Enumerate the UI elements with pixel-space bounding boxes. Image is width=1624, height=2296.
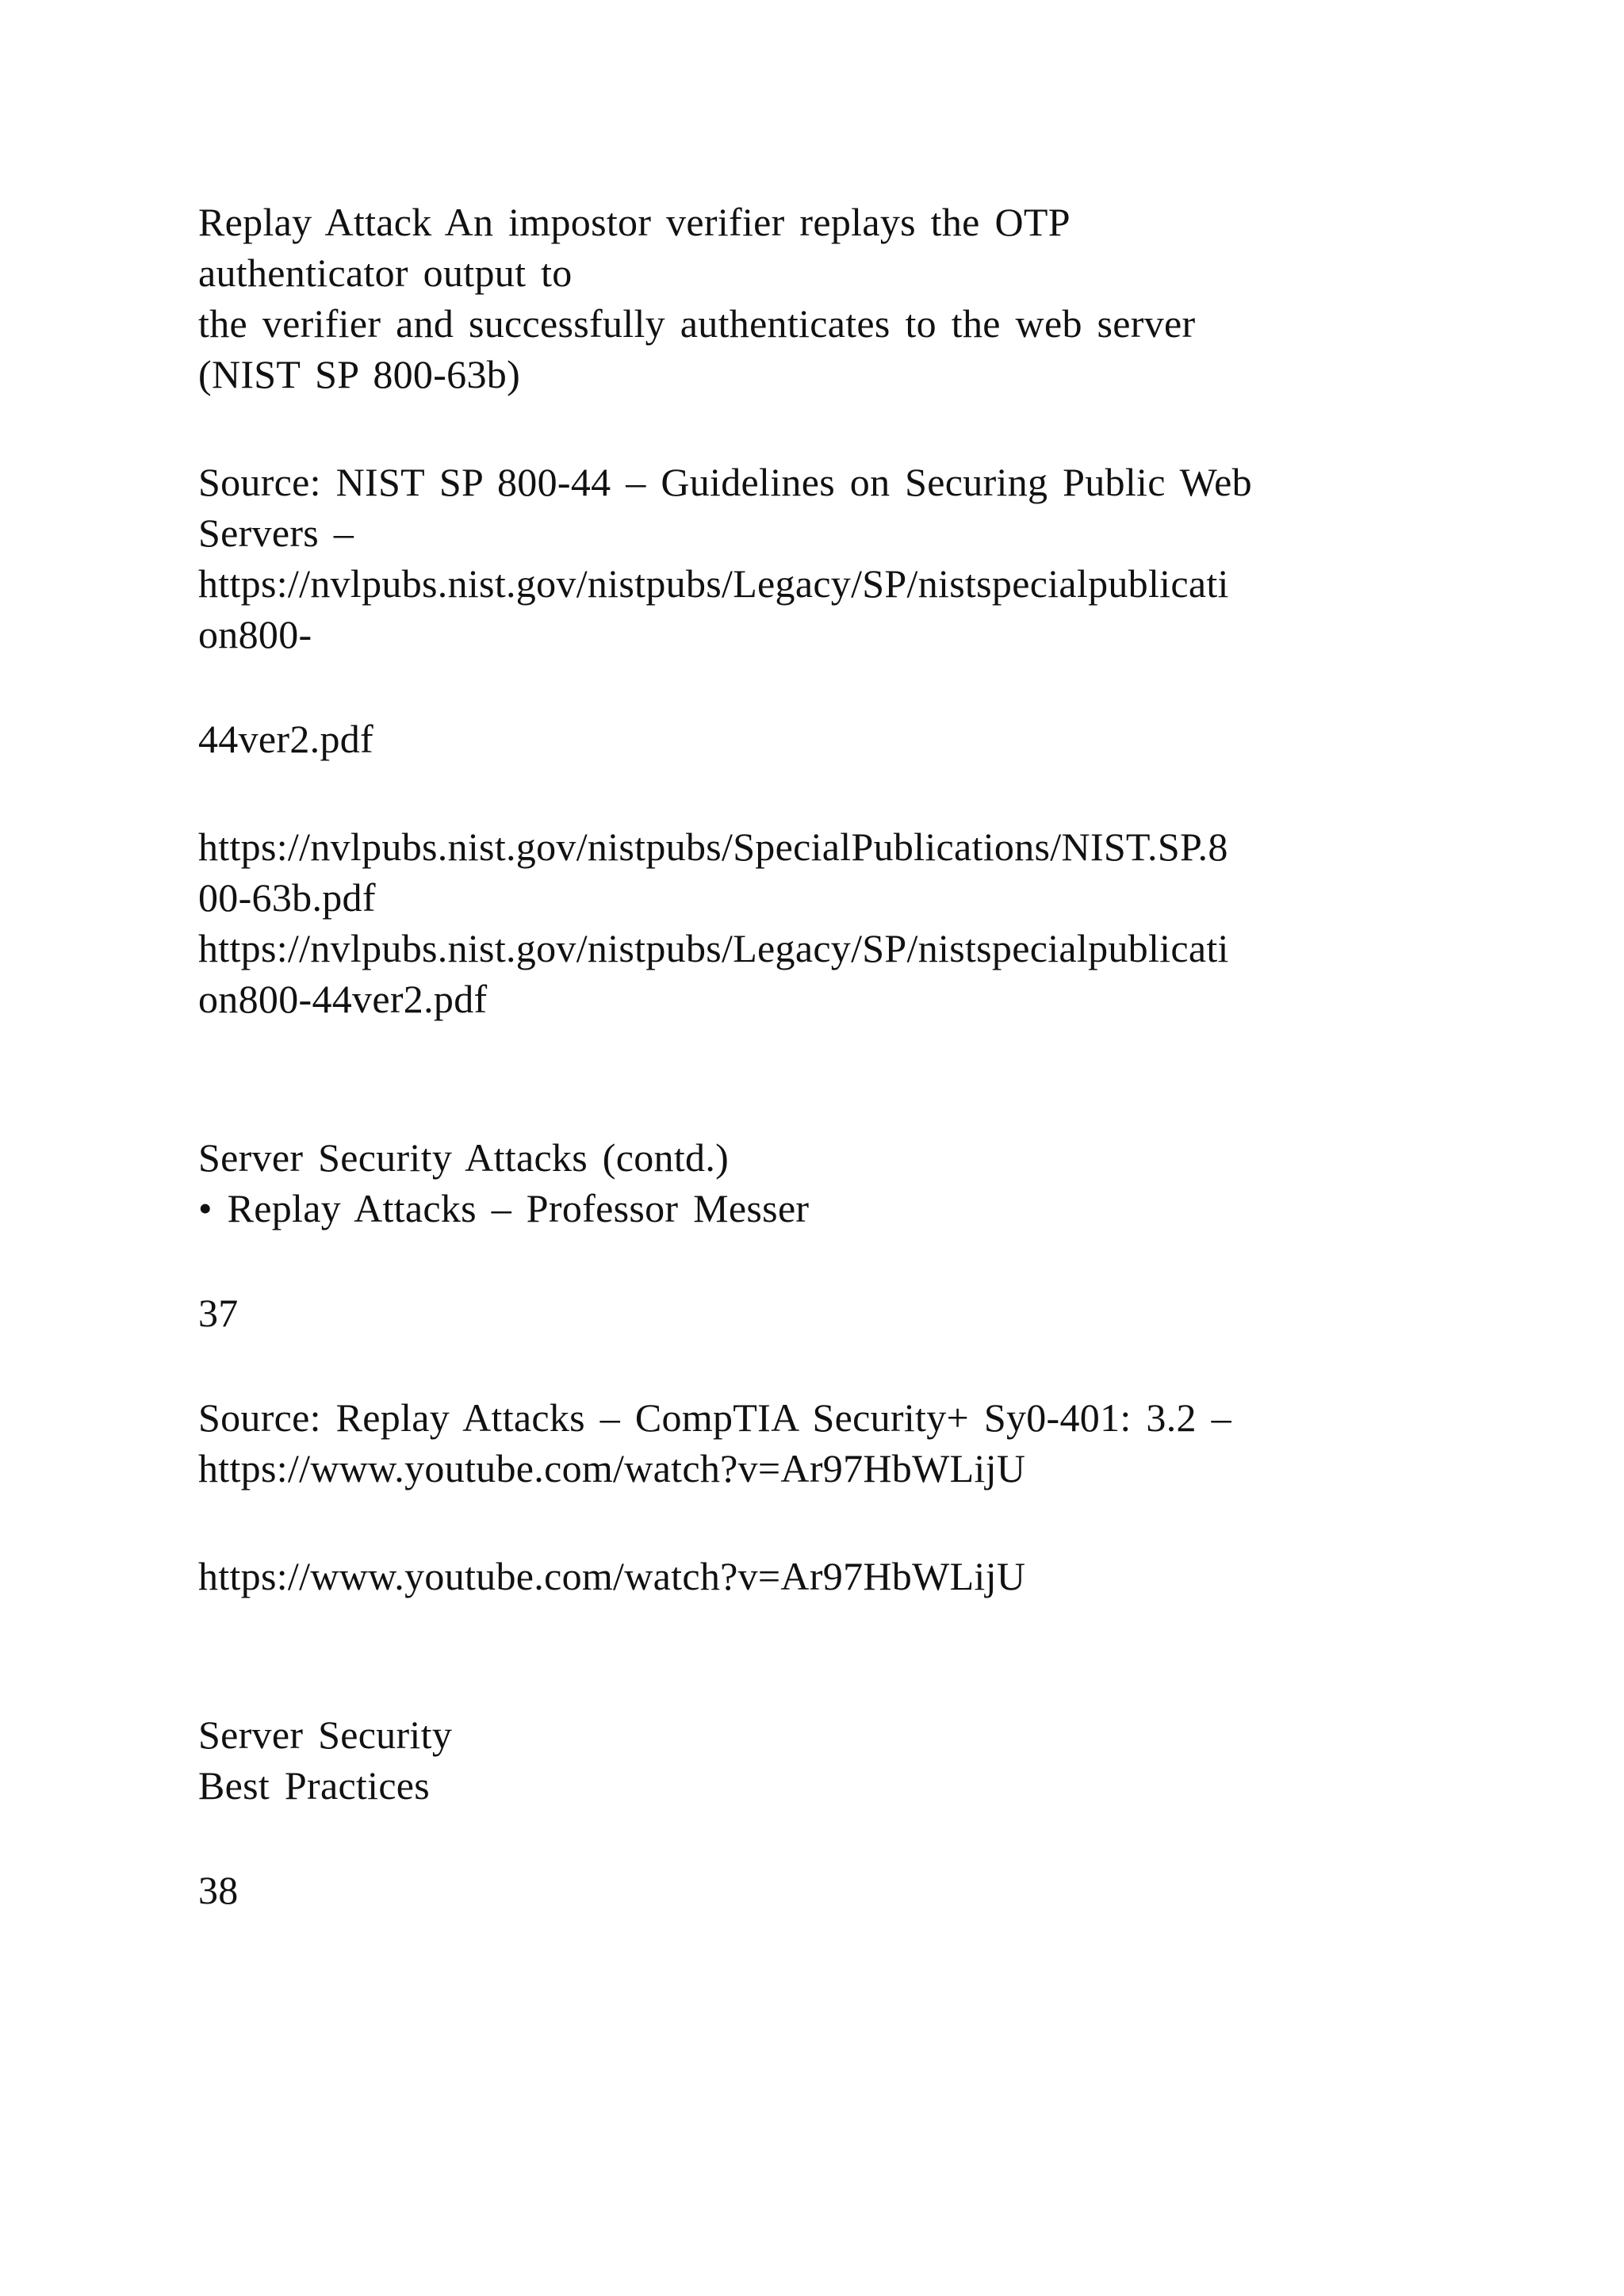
replay-attack-line-3: the verifier and successfully authenticates to the web server — [198, 301, 1196, 346]
replay-attack-line-2: authenticator output to — [198, 251, 573, 295]
slide-37-heading-line-2: • Replay Attacks – Professor Messer — [198, 1186, 810, 1230]
slide-37-number: 37 — [198, 1291, 239, 1335]
url-line-2: 00-63b.pdf — [198, 875, 376, 920]
youtube-url: https://www.youtube.com/watch?v=Ar97HbWLijU — [198, 1554, 1026, 1598]
source-1-line-2: Servers – — [198, 511, 354, 555]
source-1-line-4: on800- — [198, 612, 312, 656]
slide-38-heading-line-1: Server Security — [198, 1712, 453, 1757]
slide-38-heading-line-2: Best Practices — [198, 1763, 431, 1808]
url-line-1: https://nvlpubs.nist.gov/nistpubs/SpecialPublications/NIST.SP.8 — [198, 825, 1228, 869]
source-2-line-1: Source: Replay Attacks – CompTIA Security+ Sy0-401: 3.2 – — [198, 1395, 1231, 1440]
slide-37-heading-line-1: Server Security Attacks (contd.) — [198, 1135, 730, 1180]
replay-attack-line-4: (NIST SP 800-63b) — [198, 352, 521, 396]
source-1-continuation: 44ver2.pdf — [198, 717, 373, 761]
source-2-line-2: https://www.youtube.com/watch?v=Ar97HbWLijU — [198, 1446, 1026, 1490]
slide-38-number: 38 — [198, 1868, 239, 1912]
source-1-line-3: https://nvlpubs.nist.gov/nistpubs/Legacy/SP/nistspecialpublicati — [198, 561, 1229, 606]
url-line-4: on800-44ver2.pdf — [198, 977, 488, 1021]
url-line-3: https://nvlpubs.nist.gov/nistpubs/Legacy/SP/nistspecialpublicati — [198, 926, 1229, 970]
replay-attack-line-1: Replay Attack An impostor verifier replays the OTP — [198, 200, 1071, 244]
source-1-line-1: Source: NIST SP 800-44 – Guidelines on Securing Public Web — [198, 460, 1252, 504]
